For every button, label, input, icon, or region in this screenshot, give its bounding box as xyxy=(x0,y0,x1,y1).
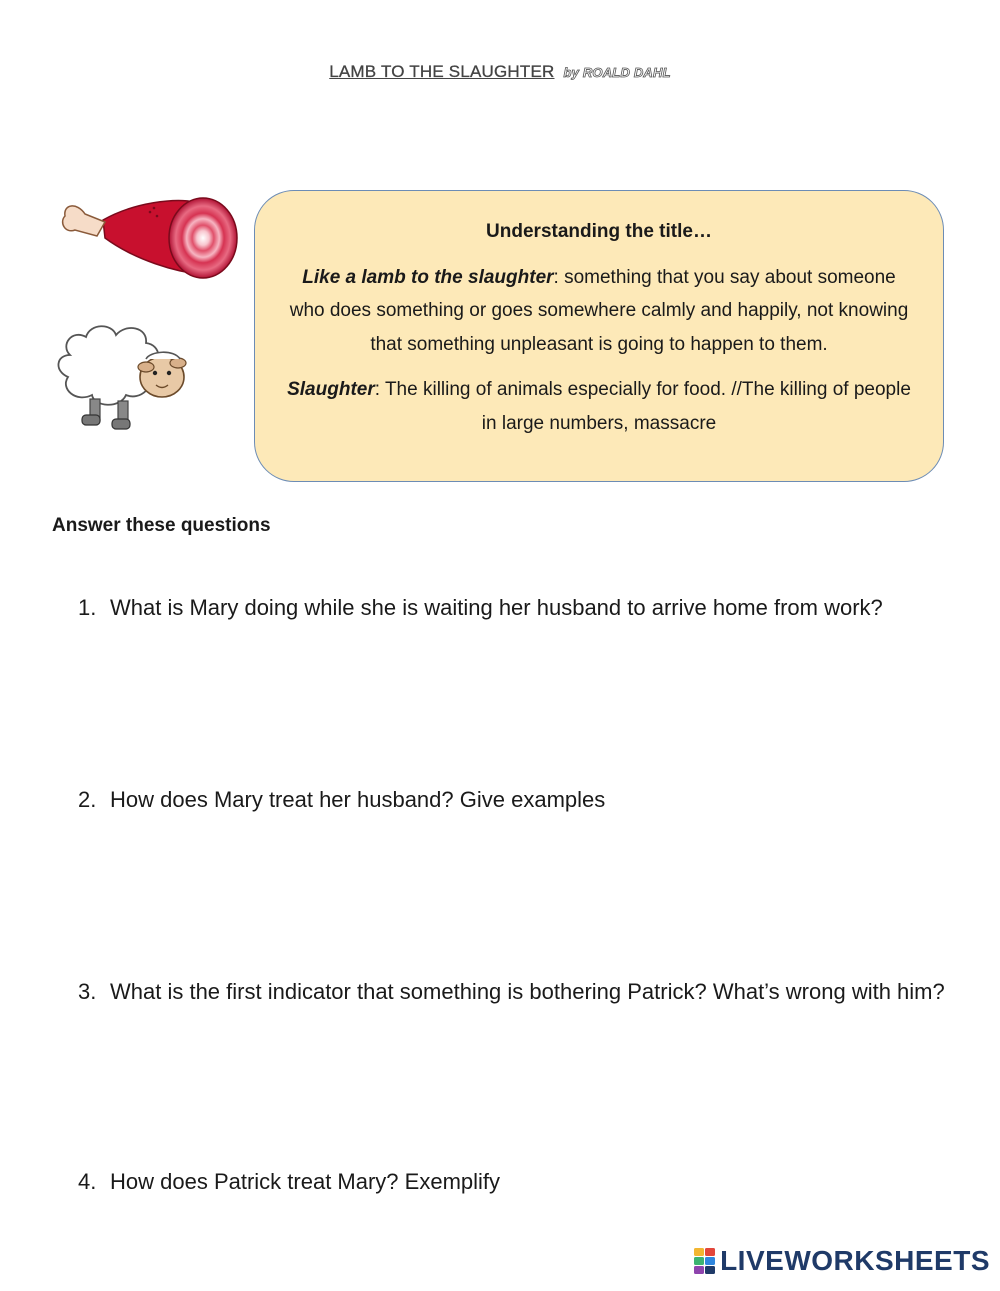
question-text: What is Mary doing while she is waiting her husband to arrive home from work? xyxy=(110,595,883,620)
sheep-image xyxy=(50,315,200,455)
answer-questions-heading: Answer these questions xyxy=(52,515,271,536)
question-number: 1. xyxy=(78,595,97,620)
question-number: 2. xyxy=(78,787,97,812)
question-2 xyxy=(78,768,958,832)
question-number: 3. xyxy=(78,979,97,1004)
question-3 xyxy=(78,960,958,1024)
definition-slaughter xyxy=(285,373,913,440)
question-1 xyxy=(78,576,958,640)
title-explanation-box xyxy=(254,190,944,482)
question-text: How does Mary treat her husband? Give examples xyxy=(110,787,606,812)
question-4 xyxy=(78,1150,958,1214)
liveworksheets-logo-icon xyxy=(694,1248,716,1274)
story-title: LAMB TO THE SLAUGHTER xyxy=(329,62,555,81)
question-text: How does Patrick treat Mary? Exemplify xyxy=(110,1169,501,1194)
definition-term: Slaughter xyxy=(287,379,375,400)
leg-of-lamb-image xyxy=(55,180,245,290)
info-box-heading: Understanding the title… xyxy=(486,221,712,242)
definition-lamb-to-slaughter xyxy=(285,261,913,362)
page-title xyxy=(0,62,1000,82)
definition-text: : The killing of animals especially for food. //The killing of people in large numbers, massacre xyxy=(374,379,911,434)
author-byline: by ROALD DAHL xyxy=(563,65,671,80)
definition-term: Like a lamb to the slaughter xyxy=(302,266,554,288)
question-number: 4. xyxy=(78,1169,97,1194)
liveworksheets-logo[interactable] xyxy=(694,1245,990,1277)
question-text: What is the first indicator that something is bothering Patrick? What’s wrong with him? xyxy=(110,979,945,1004)
definition-text: : something that you say about someone who does something or goes somewhere calmly and happily, not knowing that something unpleasant is going to happen to them. xyxy=(289,266,909,355)
logo-text: LIVEWORKSHEETS xyxy=(720,1245,990,1276)
